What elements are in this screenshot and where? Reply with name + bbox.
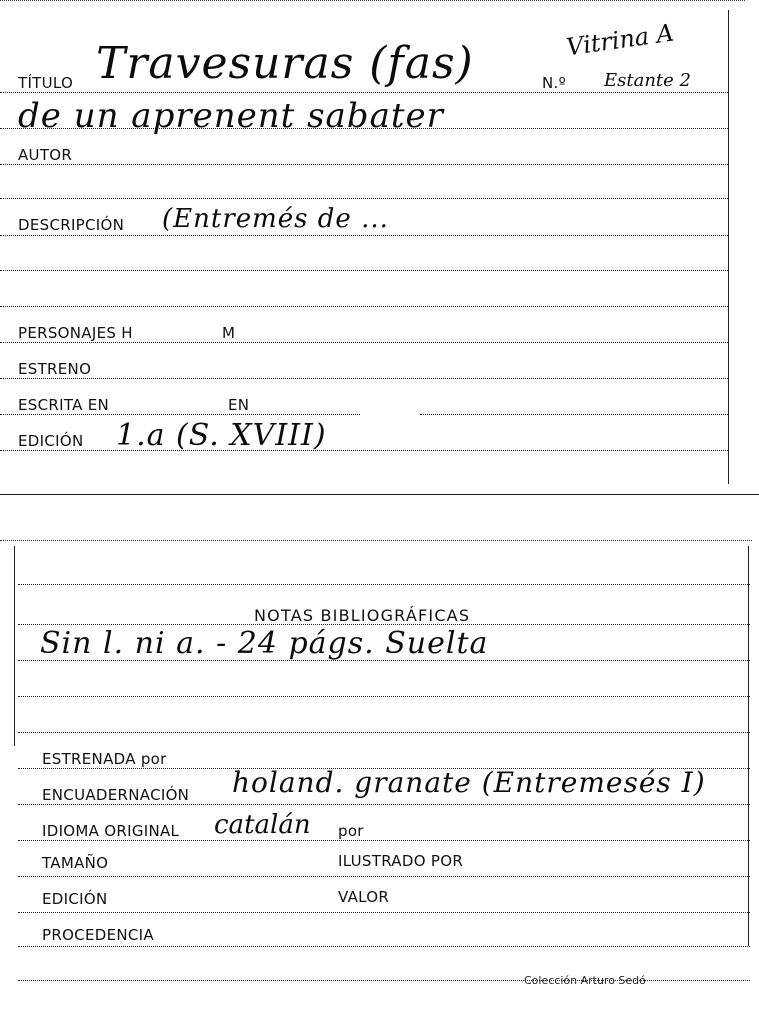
escrita-en-lugar-label: EN [228,396,250,414]
card-left-border [14,546,15,746]
ruled-line [0,235,728,236]
edicion-handwriting: 1.a (S. XVIII) [116,418,327,453]
ilustrado-por-label: ILUSTRADO POR [338,852,464,870]
numero-handwriting: Vitrina A [564,18,676,62]
estreno-label: ESTRENO [18,360,92,378]
ruled-line [18,946,750,947]
encuadernacion-handwriting: holand. granate (Entremesés I) [232,766,706,799]
ruled-line [420,414,728,415]
card-right-border [748,546,749,946]
ruled-line [18,696,750,697]
catalog-card-front [0,0,759,495]
edicion-back-label: EDICIÓN [42,890,108,908]
ruled-line [18,840,750,841]
numero-label: N.º [542,74,566,92]
titulo-handwriting-line2: de un aprenent sabater [18,96,444,136]
descripcion-label: DESCRIPCIÓN [18,216,125,234]
collection-footer: Colección Arturo Sedó [524,974,646,987]
ruled-line [0,198,728,199]
ruled-line [0,306,728,307]
numero-handwriting-line2: Estante 2 [604,70,691,91]
personajes-h-label: PERSONAJES H [18,324,133,342]
valor-label: VALOR [338,888,390,906]
ruled-line [0,92,728,93]
card-right-border [728,10,729,484]
encuadernacion-label: ENCUADERNACIÓN [42,786,190,804]
ruled-line [0,414,360,415]
ruled-line [0,378,728,379]
ruled-line [0,164,728,165]
idioma-handwriting: catalán [214,810,311,840]
ruled-line [18,876,750,877]
titulo-handwriting: Travesuras (fas) [96,38,474,89]
idioma-por-label: por [338,822,364,840]
estrenada-por-label: ESTRENADA por [42,750,167,768]
ruled-line [18,584,750,585]
titulo-label: TÍTULO [18,74,74,92]
edicion-label: EDICIÓN [18,432,84,450]
ruled-line [0,270,728,271]
ruled-line [18,912,750,913]
autor-label: AUTOR [18,146,73,164]
personajes-m-label: M [222,324,236,342]
ruled-line [0,450,728,451]
card-top-edge [0,0,745,1]
ruled-line [18,732,750,733]
idioma-original-label: IDIOMA ORIGINAL [42,822,180,840]
catalog-card-back [0,540,759,1028]
procedencia-label: PROCEDENCIA [42,926,154,944]
ruled-line [18,804,750,805]
card-top-edge [0,540,752,541]
escrita-en-label: ESCRITA EN [18,396,110,414]
tamano-label: TAMAÑO [42,854,109,872]
ruled-line [0,342,728,343]
notas-bibliograficas-heading: NOTAS BIBLIOGRÁFICAS [254,606,471,625]
descripcion-handwriting: (Entremés de ... [162,204,389,234]
notas-handwriting: Sin l. ni a. - 24 págs. Suelta [40,626,489,661]
